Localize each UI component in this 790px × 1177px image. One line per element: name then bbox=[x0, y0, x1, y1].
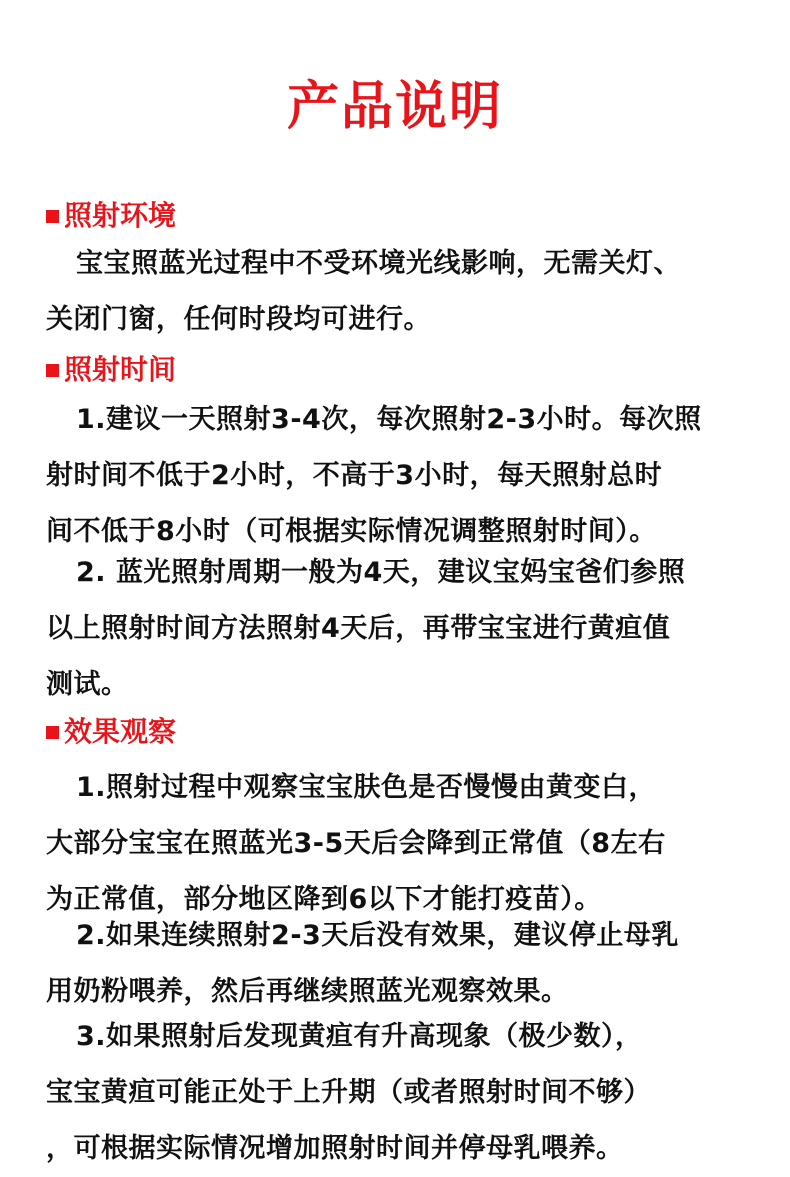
section-heading-observation bbox=[46, 712, 176, 752]
paragraph-line: 3.如果照射后发现黄疸有升高现象（极少数）， bbox=[76, 1021, 643, 1052]
red-square-bullet-icon bbox=[46, 364, 59, 377]
paragraph-line: 射时间不低于2小时，不高于3小时，每天照射总时 bbox=[46, 460, 663, 491]
section-heading-label: 照射时间 bbox=[64, 353, 177, 386]
red-square-bullet-icon bbox=[46, 726, 59, 739]
paragraph-line: 大部分宝宝在照蓝光3-5天后会降到正常值（8左右 bbox=[46, 828, 666, 859]
paragraph-line: 1.照射过程中观察宝宝肤色是否慢慢由黄变白， bbox=[76, 772, 657, 803]
paragraph-line: 1.建议一天照射3-4次，每次照射2-3小时。每次照 bbox=[76, 404, 702, 435]
paragraph-line: ，可根据实际情况增加照射时间并停母乳喂养。 bbox=[46, 1133, 624, 1164]
page-title: 产品说明 bbox=[286, 77, 503, 137]
paragraph-line: 2.如果连续照射2-3天后没有效果，建议停止母乳 bbox=[76, 920, 679, 951]
paragraph-observation-2 bbox=[46, 908, 746, 1020]
section-heading-environment bbox=[46, 196, 176, 236]
paragraph-environment bbox=[46, 236, 746, 348]
section-heading-label: 效果观察 bbox=[64, 715, 177, 748]
paragraph-duration-2 bbox=[46, 545, 746, 713]
paragraph-line: 2. 蓝光照射周期一般为4天，建议宝妈宝爸们参照 bbox=[76, 557, 686, 588]
paragraph-line: 测试。 bbox=[46, 669, 129, 700]
paragraph-line: 用奶粉喂养，然后再继续照蓝光观察效果。 bbox=[46, 976, 569, 1007]
paragraph-line: 为正常值，部分地区降到6以下才能打疫苗）。 bbox=[46, 884, 602, 915]
paragraph-observation-3 bbox=[46, 1009, 746, 1177]
paragraph-line: 间不低于8小时（可根据实际情况调整照射时间）。 bbox=[46, 516, 657, 547]
paragraph-observation-1 bbox=[46, 760, 746, 928]
paragraph-line: 宝宝照蓝光过程中不受环境光线影响，无需关灯、 bbox=[76, 248, 681, 279]
paragraph-line: 宝宝黄疸可能正处于上升期（或者照射时间不够） bbox=[46, 1077, 651, 1108]
paragraph-line: 以上照射时间方法照射4天后，再带宝宝进行黄疸值 bbox=[46, 613, 671, 644]
section-heading-duration bbox=[46, 350, 176, 390]
paragraph-duration-1 bbox=[46, 392, 746, 560]
red-square-bullet-icon bbox=[46, 210, 59, 223]
section-heading-label: 照射环境 bbox=[64, 199, 177, 232]
paragraph-line: 关闭门窗，任何时段均可进行。 bbox=[46, 304, 431, 335]
